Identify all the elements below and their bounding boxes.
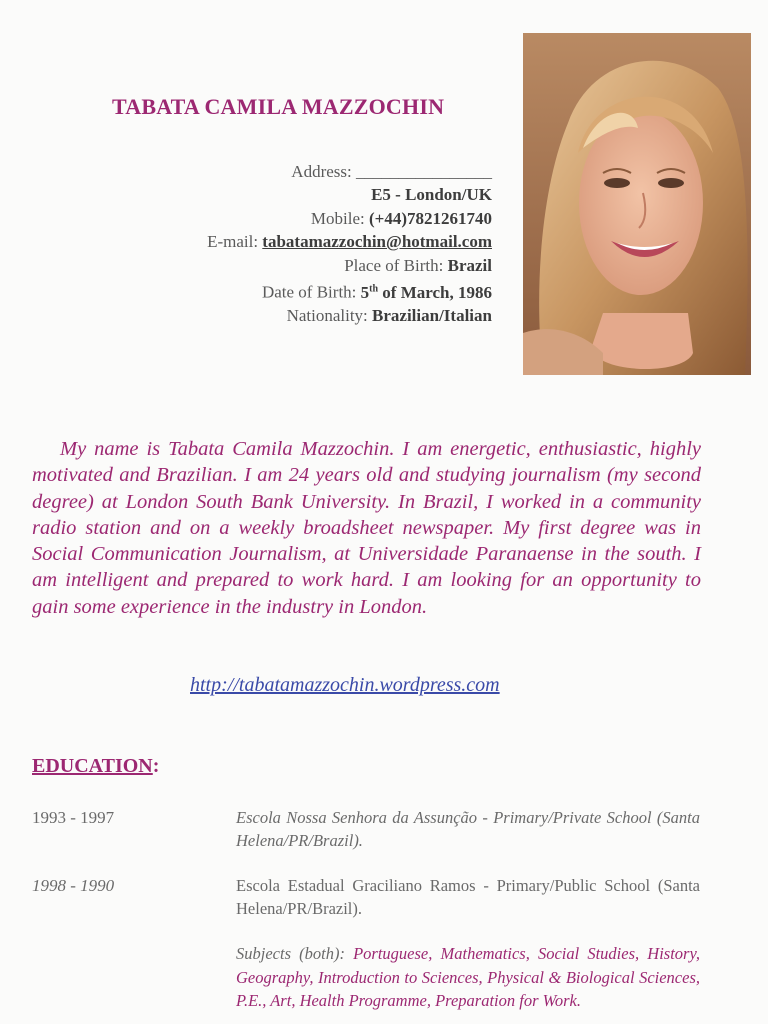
birthplace-value: Brazil [447, 255, 492, 275]
intro-text: My name is Tabata Camila Mazzochin. I am energetic, enthusiastic, highly motivated and Brazilian. I am 24 years old and studying journalism (my second degree) at London South Bank University. In Brazil, I worked in a community radio station and on a weekly broadsheet newspaper. My first degree was in Social Communication Journalism, at Universidade Paranaense in the south. I am intelligent and prepared to work hard. I am looking for an opportunity to gain some experience in the industry in London. [32, 438, 701, 618]
dob-rest: of March, 1986 [382, 282, 492, 302]
mobile-value: (+44)7821261740 [368, 208, 492, 228]
birthplace-label: Place of Birth: [344, 255, 444, 275]
email-link[interactable]: tabatamazzochin@hotmail.com [262, 232, 492, 252]
birthplace-row [207, 254, 492, 277]
portrait-image [523, 33, 751, 375]
contact-block [207, 160, 492, 328]
dob-label: Date of Birth: [261, 282, 357, 302]
education-entry-1-dates: 1993 - 1997 [32, 808, 115, 827]
subjects-list: Portuguese, Mathematics, Social Studies, History, Geography, Introduction to Sciences, Physical & Biological Sciences, P.E., Art, Health Programme, Preparation for Work. [236, 944, 700, 1010]
education-entry-1-description: Escola Nossa Senhora da Assunção - Primary/Private School (Santa Helena/PR/Brazil). [236, 808, 700, 850]
address-label: Address: [291, 162, 352, 181]
mobile-label: Mobile: [310, 208, 365, 228]
address-blank: ________________ [356, 162, 492, 181]
education-entry-2-description: Escola Estadual Graciliano Ramos - Primary/Public School (Santa Helena/PR/Brazil). [236, 876, 700, 918]
nationality-row [207, 304, 492, 327]
education-title: EDUCATION [32, 755, 153, 777]
mobile-row [207, 207, 492, 230]
blog-link[interactable]: http://tabatamazzochin.wordpress.com [190, 674, 500, 696]
education-colon: : [152, 755, 160, 777]
subjects-block [236, 942, 700, 1013]
profile-photo [523, 33, 751, 375]
address-value-row [207, 183, 492, 206]
dob-suffix: th [369, 283, 379, 295]
nationality-value: Brazilian/Italian [372, 306, 492, 326]
candidate-name: TABATA CAMILA MAZZOCHIN [112, 94, 445, 119]
address-row [207, 160, 492, 183]
email-row [207, 230, 492, 253]
dob-row [207, 277, 492, 304]
subjects-label: Subjects (both): [236, 944, 345, 963]
education-entry-2-dates: 1998 - 1990 [32, 876, 115, 895]
email-label: E-mail: [207, 232, 259, 252]
intro-paragraph [32, 436, 701, 620]
address-value: E5 - London/UK [371, 185, 492, 205]
dob-day: 5 [360, 282, 370, 302]
dob-value [361, 283, 492, 302]
education-heading [32, 755, 159, 778]
nationality-label: Nationality: [286, 306, 368, 326]
